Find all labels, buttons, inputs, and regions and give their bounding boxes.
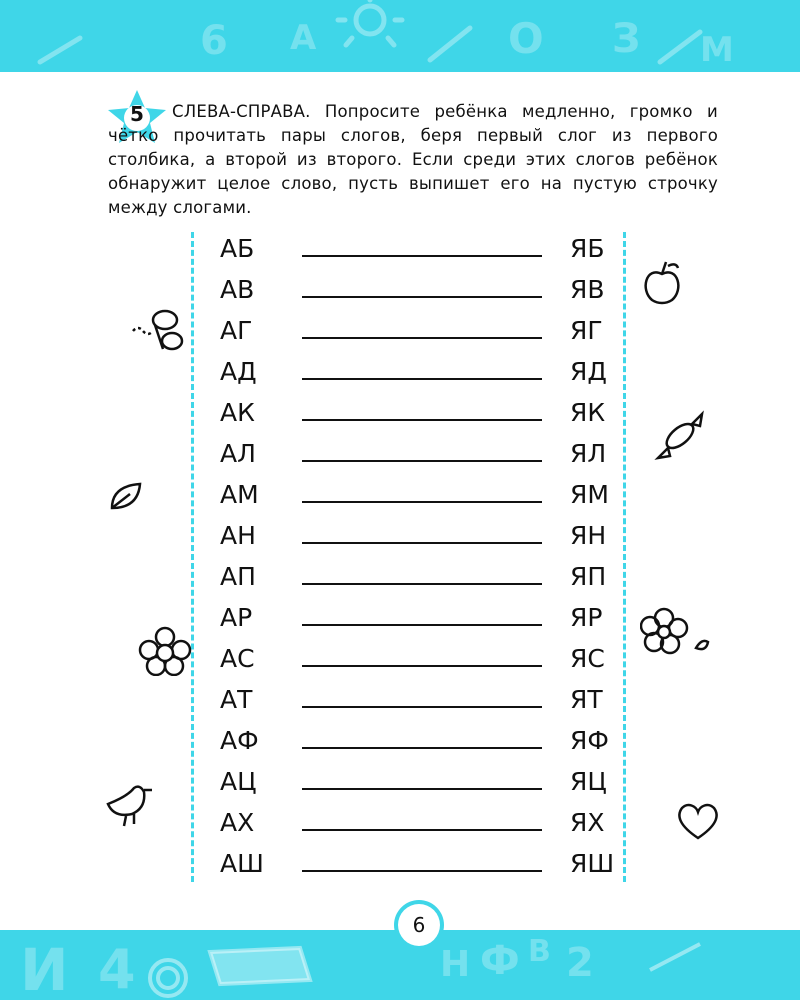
page-number: 6 <box>398 904 440 946</box>
right-syllable: ЯШ <box>570 849 615 878</box>
answer-line[interactable] <box>302 870 542 872</box>
task-number: 5 <box>130 102 144 126</box>
left-syllable: АП <box>220 562 256 591</box>
butterfly-icon <box>125 303 187 358</box>
answer-line[interactable] <box>302 296 542 298</box>
left-syllable: АХ <box>220 808 255 837</box>
right-syllable: ЯЛ <box>570 439 607 468</box>
decor-glyph: Н <box>440 944 471 985</box>
syllable-row <box>0 556 800 597</box>
right-syllable: ЯК <box>570 398 606 427</box>
answer-line[interactable] <box>302 583 542 585</box>
left-syllable: АГ <box>220 316 253 345</box>
left-syllable: АБ <box>220 234 255 263</box>
left-syllable: АШ <box>220 849 264 878</box>
syllable-row <box>0 310 800 351</box>
right-syllable: ЯР <box>570 603 603 632</box>
answer-line[interactable] <box>302 747 542 749</box>
right-syllable: ЯП <box>570 562 607 591</box>
task-title: СЛЕВА-СПРАВА. <box>172 102 311 121</box>
candy-icon <box>652 408 710 464</box>
answer-line[interactable] <box>302 255 542 257</box>
answer-line[interactable] <box>302 501 542 503</box>
left-syllable: АЦ <box>220 767 257 796</box>
left-syllable: АМ <box>220 480 259 509</box>
syllable-row <box>0 679 800 720</box>
right-syllable: ЯГ <box>570 316 603 345</box>
task-description: Попросите ребёнка медленно, громко и чётко прочитать пары слогов, беря первый слог из первого столбика, а второй из второго. Если среди этих слогов ребёнок обнаружит целое слово, пусть выпишет его на пустую строчку между слогами. <box>108 102 718 217</box>
heart-icon <box>674 800 722 842</box>
left-syllable: АС <box>220 644 255 673</box>
top-decorative-band <box>0 0 800 72</box>
right-syllable: ЯБ <box>570 234 605 263</box>
syllable-row <box>0 515 800 556</box>
page-number-badge <box>394 900 444 950</box>
decor-glyph: З <box>612 16 641 62</box>
task-instructions <box>108 100 718 220</box>
right-syllable: ЯВ <box>570 275 605 304</box>
flower-icon <box>138 626 192 676</box>
right-syllable: ЯЦ <box>570 767 607 796</box>
answer-line[interactable] <box>302 829 542 831</box>
left-syllable: АТ <box>220 685 253 714</box>
bird-icon <box>100 778 156 830</box>
right-syllable: ЯН <box>570 521 607 550</box>
apple-icon <box>638 256 686 308</box>
decor-glyph: 2 <box>566 940 594 986</box>
left-syllable: АН <box>220 521 256 550</box>
syllable-row <box>0 351 800 392</box>
left-syllable: АФ <box>220 726 259 755</box>
right-syllable: ЯТ <box>570 685 603 714</box>
leaf-icon <box>106 478 146 514</box>
answer-line[interactable] <box>302 788 542 790</box>
left-syllable: АД <box>220 357 257 386</box>
right-syllable: ЯД <box>570 357 607 386</box>
decor-glyph: О <box>508 14 544 63</box>
decor-glyph: И <box>20 936 69 1000</box>
top-band-doodles <box>0 0 800 72</box>
right-syllable: ЯС <box>570 644 605 673</box>
left-syllable: АК <box>220 398 255 427</box>
decor-glyph: А <box>290 18 317 58</box>
left-syllable: АВ <box>220 275 255 304</box>
answer-line[interactable] <box>302 665 542 667</box>
decor-glyph: 4 <box>98 938 136 1000</box>
decor-glyph: M <box>700 30 734 70</box>
syllable-row <box>0 843 800 884</box>
decor-glyph: В <box>528 934 551 969</box>
answer-line[interactable] <box>302 624 542 626</box>
answer-line[interactable] <box>302 337 542 339</box>
decor-glyph: 6 <box>200 18 228 64</box>
right-syllable: ЯМ <box>570 480 609 509</box>
right-syllable: ЯХ <box>570 808 605 837</box>
left-syllable: АР <box>220 603 253 632</box>
answer-line[interactable] <box>302 706 542 708</box>
syllable-row <box>0 720 800 761</box>
answer-line[interactable] <box>302 378 542 380</box>
decor-glyph: Ф <box>480 938 520 984</box>
right-syllable: ЯФ <box>570 726 609 755</box>
answer-line[interactable] <box>302 460 542 462</box>
left-syllable: АЛ <box>220 439 256 468</box>
flower-leaf-icon <box>640 606 712 662</box>
answer-line[interactable] <box>302 542 542 544</box>
answer-line[interactable] <box>302 419 542 421</box>
